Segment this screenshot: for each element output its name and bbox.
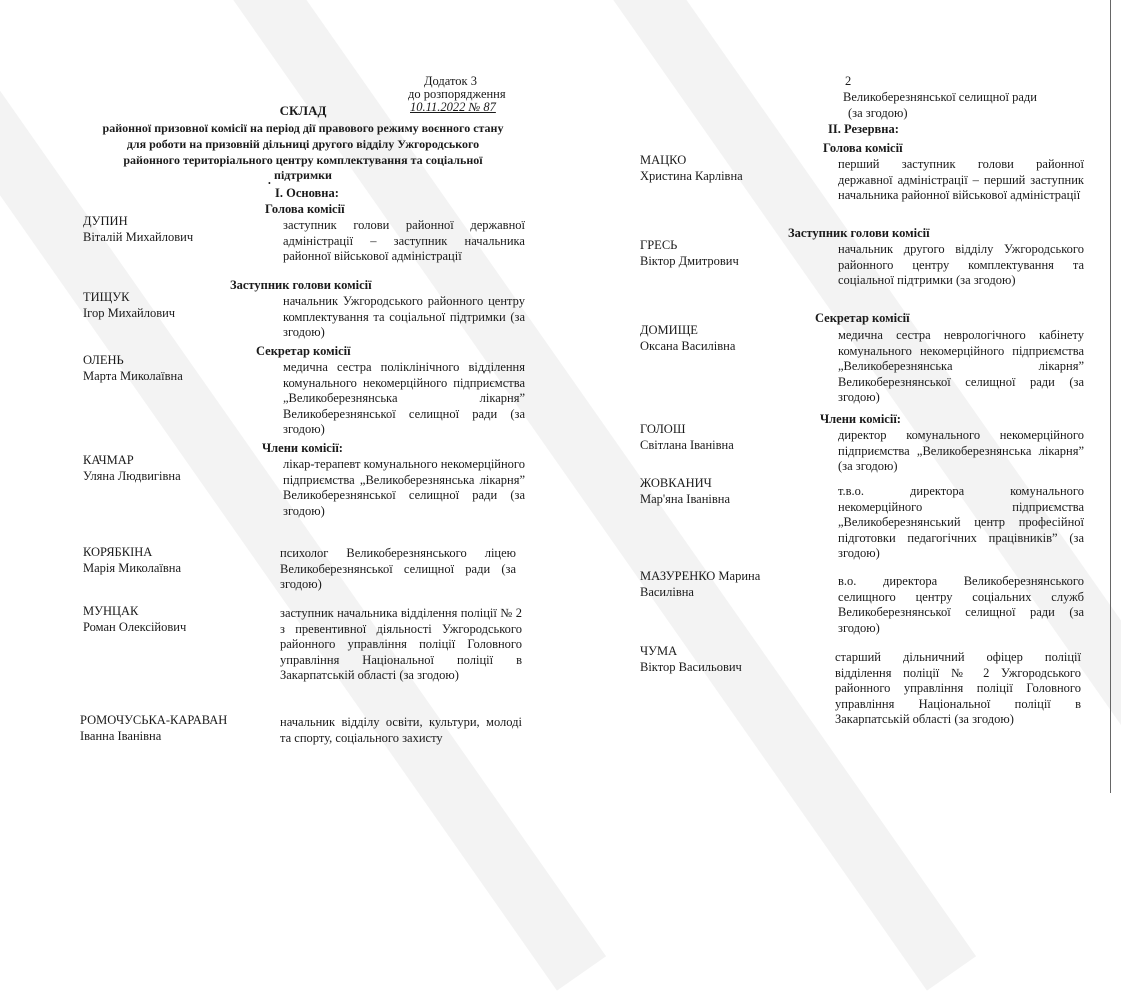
surname: МАЗУРЕНКО Марина — [640, 569, 761, 583]
surname: ГОЛОШ — [640, 422, 686, 436]
appendix-label: Додаток 3 — [424, 74, 477, 88]
position: т.в.о. директора комунального некомерційного підприємства „Великоберезнянський центр професійної підготовки педагогічних працівників” (за згодою) — [838, 484, 1084, 560]
position: заступник голови районної державної адміністрації – заступник начальника районної військової адміністрації — [283, 218, 525, 263]
role-secretary: Секретар комісії — [815, 311, 910, 325]
position: начальник другого відділу Ужгородського районного центру комплектування та соціальної підтримки (за згодою) — [838, 242, 1084, 287]
subtitle-line: для роботи на призовній дільниці другого відділу Ужгородського — [126, 137, 480, 151]
scan-edge-line — [1110, 0, 1111, 793]
surname: КОРЯБКІНА — [83, 545, 153, 559]
surname: ТИЩУК — [83, 290, 130, 304]
given-name: Мар'яна Іванівна — [640, 491, 731, 506]
position: старший дільничний офіцер поліції відділення поліції № 2 Ужгородського районного управління поліції Головного управління Національної поліції в Закарпатській області (за згодою) — [835, 650, 1081, 726]
given-name: Ігор Михайлович — [83, 305, 176, 320]
given-name: Василівна — [640, 584, 694, 599]
given-name: Іванна Іванівна — [80, 728, 162, 743]
given-name: Віктор Васильович — [640, 659, 742, 674]
continuation-line: (за згодою) — [848, 106, 908, 120]
surname: ЖОВКАНИЧ — [640, 476, 712, 490]
subtitle-line: районної призовної комісії на період дії правового режиму воєнного стану — [102, 121, 504, 135]
given-name: Роман Олексійович — [83, 619, 187, 634]
surname: КАЧМАР — [83, 453, 134, 467]
surname: ЧУМА — [640, 644, 678, 658]
given-name: Марта Миколаївна — [83, 368, 183, 383]
given-name: Світлана Іванівна — [640, 437, 734, 452]
surname: МАЦКО — [640, 153, 687, 167]
surname: РОМОЧУСЬКА-КАРАВАН — [80, 713, 228, 727]
role-head: Голова комісії — [265, 202, 345, 216]
position: начальник Ужгородського районного центру комплектування та соціальної підтримки (за згодою) — [283, 294, 525, 339]
given-name: Христина Карлівна — [640, 168, 743, 183]
surname: ГРЕСЬ — [640, 238, 678, 252]
order-date-number: 10.11.2022 № 87 — [410, 100, 496, 114]
role-members: Члени комісії: — [262, 441, 343, 455]
given-name: Уляна Людвигівна — [83, 468, 181, 483]
given-name: Віктор Дмитрович — [640, 253, 739, 268]
bullet-mark: • — [268, 179, 271, 188]
position: перший заступник голови районної державної адміністрації – перший заступник начальника районної військової адміністрації — [838, 157, 1084, 202]
document-title: СКЛАД — [279, 103, 327, 118]
given-name: Оксана Василівна — [640, 338, 736, 353]
section-main: І. Основна: — [275, 186, 339, 200]
position: начальник відділу освіти, культури, молоді та спорту, соціального захисту — [280, 715, 522, 745]
continuation-line: Великоберезнянської селищної ради — [843, 90, 1037, 104]
role-deputy: Заступник голови комісії — [788, 226, 930, 240]
page-number: 2 — [845, 74, 852, 88]
position: директор комунального некомерційного підприємства „Великоберезнянська лікарня” (за згодою) — [838, 428, 1084, 473]
role-members: Члени комісії: — [820, 412, 901, 426]
role-head: Голова комісії — [823, 141, 903, 155]
surname: МУНЦАК — [83, 604, 139, 618]
subtitle-line: районного територіального центру комплектування та соціальної — [123, 153, 483, 167]
position: лікар-терапевт комунального некомерційного підприємства „Великоберезнянська лікарня” Великоберезнянської селищної ради (за згодою) — [283, 457, 525, 518]
section-reserve: ІІ. Резервна: — [828, 122, 899, 136]
position: психолог Великоберезнянського ліцею Великоберезнянської селищної ради (за згодою) — [280, 546, 516, 591]
subtitle-line: підтримки — [274, 168, 332, 182]
position: в.о. директора Великоберезнянського селищного центру соціальних служб Великоберезнянської селищної ради (за згодою) — [838, 574, 1084, 635]
surname: ОЛЕНЬ — [83, 353, 124, 367]
order-label: до розпорядження — [408, 87, 506, 101]
surname: ДОМИЩЕ — [640, 323, 698, 337]
given-name: Віталій Михайлович — [83, 229, 194, 244]
position: медична сестра неврологічного кабінету комунального некомерційного підприємства „Великоберезнянська лікарня” Великоберезнянської селищної ради (за згодою) — [838, 328, 1084, 404]
role-secretary: Секретар комісії — [256, 344, 351, 358]
position: заступник начальника відділення поліції № 2 з превентивної діяльності Ужгородського районного управління поліції Головного управління Національної поліції в Закарпатській області (за згодою) — [280, 606, 522, 682]
position: медична сестра поліклінічного відділення комунального некомерційного підприємства „Великоберезнянська лікарня” Великоберезнянської селищної ради (за згодою) — [283, 360, 525, 436]
role-deputy: Заступник голови комісії — [230, 278, 372, 292]
surname: ДУПИН — [83, 214, 128, 228]
given-name: Марія Миколаївна — [83, 560, 181, 575]
